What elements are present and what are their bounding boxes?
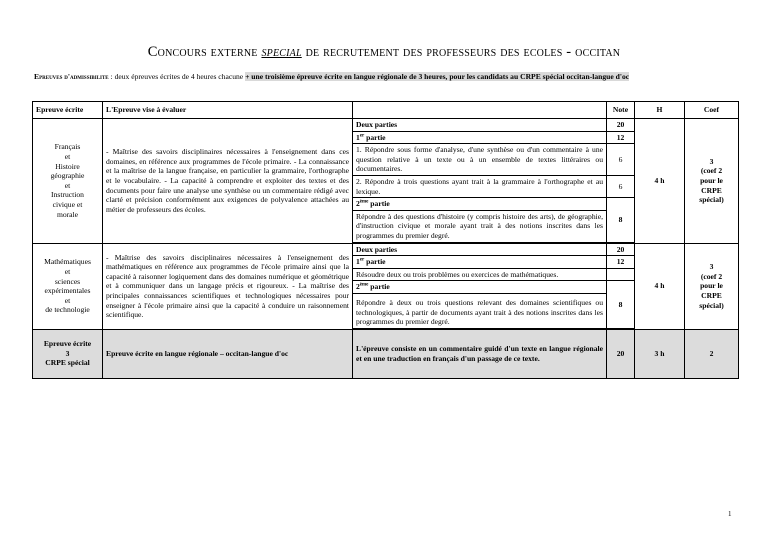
page-title	[0, 44, 768, 61]
intro-text: : deux épreuves écrites de 4 heures chacune	[108, 72, 246, 81]
coef-cell	[685, 243, 739, 329]
note-cell: 6	[607, 175, 635, 197]
header-vise: L'Epreuve vise à évaluer	[103, 102, 353, 119]
subject-line: Français	[54, 142, 81, 152]
title-part1: Concours externe	[147, 44, 262, 60]
table-row	[33, 119, 739, 132]
note-cell: 12	[607, 256, 635, 269]
hours-cell: 4 h	[635, 243, 685, 329]
coef-line: 3	[709, 156, 714, 166]
title-emphasis: special	[261, 44, 302, 60]
header-coef: Coef	[685, 102, 739, 119]
subject-line: Epreuve écrite	[43, 339, 92, 349]
coef-line: CRPE	[701, 290, 722, 300]
hours-cell: 3 h	[635, 329, 685, 378]
subject-line: et	[64, 295, 71, 305]
subject-line: Instruction	[51, 190, 84, 200]
coef-line: spécial)	[699, 195, 724, 205]
subject-line: et	[64, 151, 71, 161]
note-cell: 12	[607, 131, 635, 144]
subject-line: civique et	[52, 199, 83, 209]
subject-line: et	[64, 180, 71, 190]
part1-label: 1er partie	[353, 131, 607, 144]
table-header-row	[33, 102, 739, 119]
coef-line: CRPE	[701, 185, 722, 195]
intro-highlight: + une troisième épreuve écrite en langue régionale de 3 heures, pour les candidats au CRPE spécial occitan-langue d'oc	[245, 72, 630, 81]
title-part3: de recrutement des professeurs des ecoles - occitan	[301, 44, 621, 60]
table-row	[33, 243, 739, 256]
subject-line: de technologie	[45, 305, 90, 315]
aims-cell: Epreuve écrite en langue régionale – occitan-langue d'oc	[103, 329, 353, 378]
note-cell: 8	[607, 281, 635, 328]
coef-line: pour le	[700, 175, 723, 185]
coef-cell	[685, 119, 739, 244]
part2-label: 2ème partie	[353, 281, 607, 294]
question-cell: 2. Répondre à trois questions ayant trait à la grammaire à l'orthographe et au lexique.	[353, 175, 607, 197]
deux-parties: Deux parties	[353, 119, 607, 132]
page-number: 1	[728, 510, 732, 518]
question-cell: Répondre à deux ou trois questions relevant des domaines scientifiques ou technologiques, à partir de documents ayant trait à des notions inscrites dans les programmes du premier degré.	[353, 293, 607, 328]
table-row	[33, 329, 739, 378]
hours-cell: 4 h	[635, 119, 685, 244]
subject-line: CRPE spécial	[45, 358, 90, 368]
header-h: H	[635, 102, 685, 119]
subject-line: sciences	[54, 276, 81, 286]
note-cell-empty	[607, 268, 635, 281]
question-cell: 1. Répondre sous forme d'analyse, d'une synthèse ou d'un commentaire à une question relative à un texte ou à un ensemble de textes littéraires ou documentaires.	[353, 144, 607, 176]
subject-line: expérimentales	[44, 286, 91, 296]
coef-line: (coef 2	[700, 166, 723, 176]
subject-line: et	[64, 266, 71, 276]
intro-paragraph	[34, 72, 736, 82]
exam-table	[32, 101, 739, 379]
coef-line: spécial)	[699, 300, 724, 310]
part2-label: 2ème partie	[353, 198, 607, 211]
subject-line: géographie	[50, 171, 85, 181]
intro-label: Epreuves d'admissibilite	[34, 72, 109, 81]
coef-line: pour le	[700, 281, 723, 291]
aims-cell: - Maîtrise des savoirs disciplinaires nécessaires à l'enseignement des mathématiques en référence aux programmes de l'école primaire ainsi que la capacité à raisonner logiquement dans des domaines numérique et géométrique et à communiquer dans un langage précis et rigoureux. - La maîtrise des principales connaissances scientifiques et technologiques nécessaires pour enseigner à l'école primaire ainsi que la capacité à conduire un raisonnement scientifique.	[103, 243, 353, 329]
note-cell: 8	[607, 198, 635, 242]
question-cell: Répondre à des questions d'histoire (y compris histoire des arts), de géographie, d'instruction civique et morale ayant trait à des notions inscrites dans les programmes du premier degré.	[353, 210, 607, 242]
header-epreuve: Epreuve écrite	[33, 102, 103, 119]
subject-line: Histoire	[55, 161, 80, 171]
desc-cell: L'épreuve consiste en un commentaire guidé d'un texte en langue régionale et en une traduction en français d'un passage de ce texte.	[353, 329, 607, 378]
subject-cell	[33, 119, 103, 244]
subject-line: 3	[65, 348, 70, 358]
subject-cell	[33, 243, 103, 329]
coef-cell: 2	[685, 329, 739, 378]
part1-label: 1er partie	[353, 256, 607, 269]
note-cell: 20	[607, 329, 635, 378]
deux-parties: Deux parties	[353, 243, 607, 256]
header-spacer	[353, 102, 607, 119]
coef-line: 3	[709, 262, 714, 272]
subject-line: morale	[56, 209, 79, 219]
note-cell: 6	[607, 144, 635, 176]
subject-cell	[33, 329, 103, 378]
question-cell: Résoudre deux ou trois problèmes ou exercices de mathématiques.	[353, 268, 607, 281]
header-note: Note	[607, 102, 635, 119]
note-cell: 20	[607, 243, 635, 256]
subject-line: Mathématiques	[44, 257, 91, 267]
coef-line: (coef 2	[700, 271, 723, 281]
note-cell: 20	[607, 119, 635, 132]
aims-cell: - Maîtrise des savoirs disciplinaires nécessaires à l'enseignement dans ces domaines, en référence aux programmes de l'école primaire. - La connaissance et la maîtrise de la langue française, en particulier la grammaire, l'orthographe et le vocabulaire. - La capacité à comprendre et exploiter des textes et des documents pour faire une analyse une synthèse ou un commentaire rédigé avec clarté et précision conformément aux exigences de polyvalence attachées au métier de professeurs des écoles.	[103, 119, 353, 244]
